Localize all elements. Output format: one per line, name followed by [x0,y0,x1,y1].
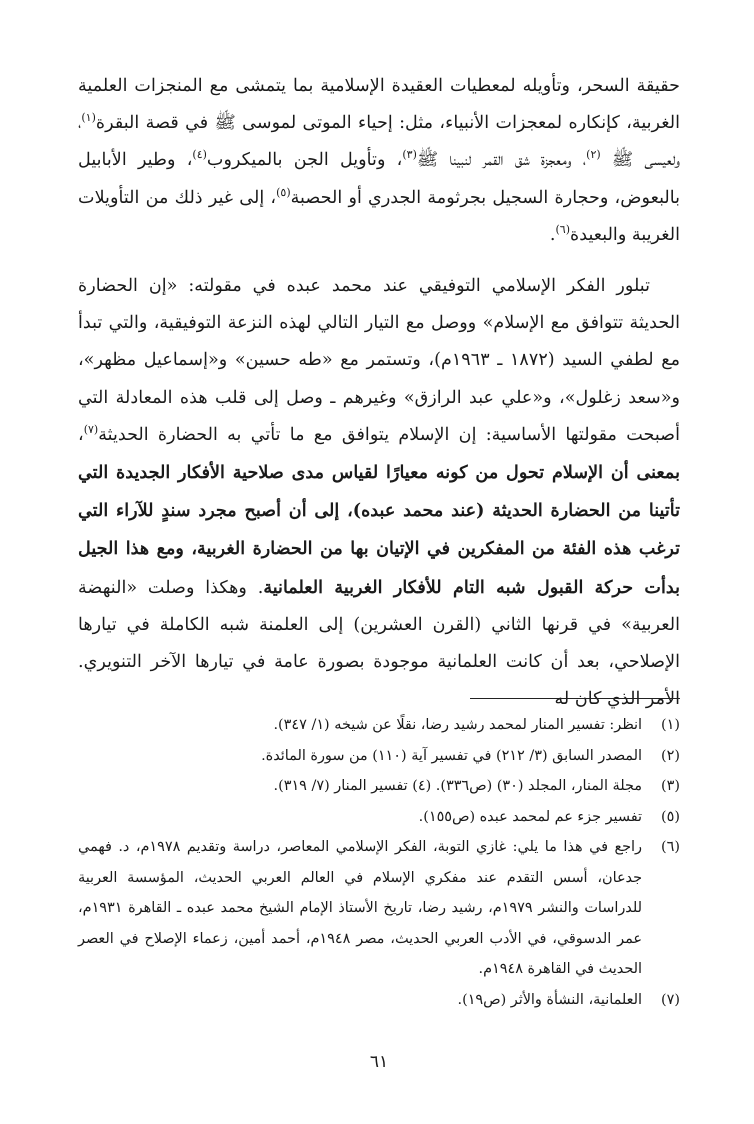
footnote-text: تفسير جزء عم لمحمد عبده (ص١٥٥). [418,808,642,825]
footnote-reference: (٤) [192,148,207,162]
footnote-reference: (٦) [555,222,571,236]
text-run: ، ومعجزة شق القمر لنبينا ﷺ [416,150,587,171]
text-run: ، وتأويل الجن بالميكروب [206,150,403,171]
footnote [78,741,680,772]
text-run: ، وطير الأبابيل بالبعوض، وحجارة السجيل بجرثومة الجدري أو الحصبة [78,150,681,208]
footnote-separator [470,698,680,699]
footnote-number: (٥) [661,808,680,825]
bold-text: بمعنى أن الإسلام تحول من كونه معيارًا لقياس مدى صلاحية الأفكار الجديدة التي تأتينا من الحضارة الحديثة (عند محمد عبده)، إلى أن أصبح مجرد سندٍ للآراء التي ترغب هذه الفئة من المفكرين في الإتيان بها من الحضارة الغربية، ومع هذا الجيل بدأت حركة القبول شبه التام للأفكار الغربية العلمانية [78,462,680,598]
footnote-text: العلمانية، النشأة والأثر (ص١٩). [457,991,642,1008]
text-run: ، إلى غير ذلك من التأويلات الغريبة والبعيدة [78,187,680,245]
footnote-reference: (١) [81,111,96,125]
footnote [78,771,680,802]
text-run: ، ولعيسى ﷺ [78,113,680,171]
text-run: ، [78,424,84,445]
footnote [78,710,680,741]
text-run: حقيقة السحر، وتأويله لمعطيات العقيدة الإسلامية بما يتمشى مع المنجزات العلمية الغربية، كإنكاره لمعجزات الأنبياء، مثل: إحياء الموتى لموسى ﷺ في قصة البقرة [78,76,680,134]
footnote-number: (١) [661,717,680,733]
paragraph [78,68,680,254]
footnote [78,985,680,1016]
footnote-text: انظر: تفسير المنار لمحمد رشيد رضا، نقلًا عن شيخه (١/ ٣٤٧). [273,717,642,733]
footnote-reference: (٧) [83,422,99,436]
footnote-number: (٢) [661,747,680,764]
footnote [78,832,680,985]
footnote-reference: (٢) [586,148,601,162]
text-run: . وهكذا وصلت «النهضة العربية» في قرنها الثاني (القرن العشرين) إلى العلمنة شبه الكاملة في تيارها الإصلاحي، بعد أن كانت العلمانية موجودة بصورة عامة في تيارها الآخر التنويري. الأمر الذي كان له [78,577,680,710]
book-page [78,68,680,1108]
page-number: ٦١ [369,1052,389,1072]
text-run: . [549,224,556,245]
footnote-text: راجع في هذا ما يلي: غازي التوبة، الفكر الإسلامي المعاصر، دراسة وتقديم ١٩٧٨م، د. فهمي جدعان، أسس التقدم عند مفكري الإسلام في العالم العربي الحديث، المؤسسة العربية للدراسات والنشر ١٩٧٩م، رشيد رضا، تاريخ الأستاذ الإمام الشيخ محمد عبده ـ القاهرة ١٩٣١م، عمر الدسوقي، في الأدب العربي الحديث، مصر ١٩٤٨م، أحمد أمين، زعماء الإصلاح في العصر الحديث في القاهرة ١٩٤٨م. [78,839,643,977]
footnote [78,802,680,833]
footnote-number: (٣) [661,778,680,794]
footnotes-list [78,710,680,1015]
footnote-number: (٦) [661,839,680,855]
footnote-text: المصدر السابق (٣/ ٢١٢) في تفسير آية (١١٠) من سورة المائدة. [261,747,642,764]
paragraph [78,268,680,718]
footnote-text: مجلة المنار، المجلد (٣٠) (ص٣٣٦). (٤) تفسير المنار (٧/ ٣١٩). [273,778,642,794]
main-text [78,68,680,718]
text-run: تبلور الفكر الإسلامي التوفيقي عند محمد عبده في مقولته: «إن الحضارة الحديثة تتوافق مع الإسلام» ووصل مع التيار التالي لهذه النزعة التوفيقية، والتي تبدأ مع لطفي السيد (١٨٧٢ ـ ١٩٦٣م)، وتستمر مع «طه حسين» و«إسماعيل مظهر»، و«سعد زغلول»، و«علي عبد الرازق» وغيرهم ـ وصل إلى قلب هذه المعادلة التي أصبحت مقولتها الأساسية: إن الإسلام يتوافق مع ما تأتي به الحضارة الحديثة [78,276,680,445]
footnote-reference: (٣) [402,148,417,162]
footnote-reference: (٥) [276,185,291,199]
footnote-number: (٧) [661,991,680,1008]
